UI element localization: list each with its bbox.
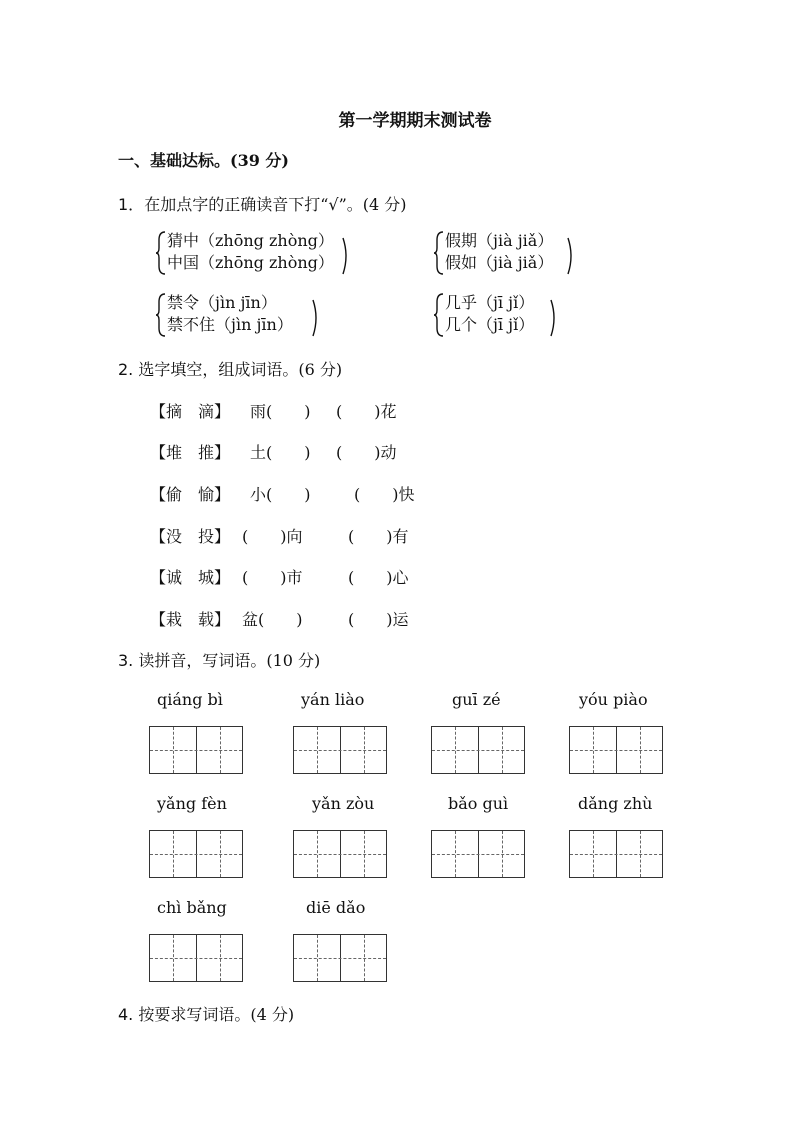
question-2 [118, 357, 342, 380]
writing-grid[interactable] [293, 934, 387, 982]
reading-item: 禁令（jìn jīn） [167, 293, 277, 312]
fill-blank[interactable]: 小( ) [250, 485, 311, 504]
fill-blank[interactable]: 雨( ) [250, 402, 311, 421]
right-paren-icon [341, 236, 351, 276]
writing-grid[interactable] [431, 830, 525, 878]
fill-blank[interactable]: ( )向 [242, 527, 303, 546]
fill-blank[interactable]: ( )花 [336, 402, 397, 421]
reading-item: 几个（jī jǐ） [445, 315, 535, 334]
fill-blank[interactable]: ( )市 [242, 568, 303, 587]
pinyin-label: qiáng bì [157, 690, 223, 709]
fill-row [150, 482, 415, 505]
pinyin-label: dǎng zhù [578, 794, 653, 813]
writing-grid[interactable] [569, 830, 663, 878]
question-1 [118, 192, 407, 215]
question-text: 选字填空，组成词语。(6 分) [138, 360, 343, 379]
reading-item: 猜中（zhōng zhòng） [167, 231, 334, 250]
writing-grid[interactable] [149, 726, 243, 774]
writing-grid[interactable] [149, 934, 243, 982]
fill-blank[interactable]: ( )有 [348, 527, 409, 546]
writing-grid[interactable] [431, 726, 525, 774]
right-paren-icon [311, 298, 321, 338]
writing-grid[interactable] [293, 726, 387, 774]
question-text: 在加点字的正确读音下打“√”。(4 分) [144, 195, 407, 214]
left-brace-icon [155, 230, 167, 276]
reading-item: 禁不住（jìn jīn） [167, 315, 293, 334]
right-paren-icon [549, 298, 559, 338]
question-text: 按要求写词语。(4 分) [138, 1005, 295, 1024]
fill-blank[interactable]: ( )快 [354, 485, 415, 504]
pinyin-label: diē dǎo [306, 898, 366, 917]
fill-blank[interactable]: ( )心 [348, 568, 409, 587]
pinyin-label: guī zé [452, 690, 501, 709]
pinyin-label: yán liào [301, 690, 365, 709]
fill-row [150, 440, 397, 463]
fill-blank[interactable]: 盆( ) [242, 610, 303, 629]
writing-grid[interactable] [569, 726, 663, 774]
fill-blank[interactable]: ( )动 [336, 443, 397, 462]
page-title: 第一学期期末测试卷 [338, 111, 492, 131]
pinyin-label: bǎo guì [448, 794, 509, 813]
question-text: 读拼音，写词语。(10 分) [138, 651, 321, 670]
reading-item: 假期（jià jiǎ） [445, 231, 554, 250]
question-3 [118, 648, 320, 671]
fill-blank[interactable]: 土( ) [250, 443, 311, 462]
question-4 [118, 1002, 294, 1025]
writing-grid[interactable] [149, 830, 243, 878]
pinyin-label: chì bǎng [157, 898, 227, 917]
choice-pair: 【摘 滴】 [150, 402, 231, 421]
choice-pair: 【没 投】 [150, 527, 231, 546]
choice-pair: 【诚 城】 [150, 568, 231, 587]
fill-row [150, 399, 397, 422]
question-number: 2. [118, 360, 134, 379]
writing-grid[interactable] [293, 830, 387, 878]
choice-pair: 【堆 推】 [150, 443, 231, 462]
fill-row [150, 607, 409, 630]
reading-item: 几乎（jī jǐ） [445, 293, 535, 312]
pinyin-label: yǎng fèn [157, 794, 227, 813]
section-heading: 一、基础达标。(39 分) [118, 151, 289, 170]
question-number: 4. [118, 1005, 134, 1024]
question-number: 3. [118, 651, 134, 670]
choice-pair: 【偷 愉】 [150, 485, 231, 504]
left-brace-icon [155, 292, 167, 338]
left-brace-icon [433, 292, 445, 338]
fill-row [150, 524, 409, 547]
fill-row [150, 565, 409, 588]
fill-blank[interactable]: ( )运 [348, 610, 409, 629]
pinyin-label: yóu piào [579, 690, 648, 709]
question-number: 1． [118, 195, 145, 214]
reading-item: 中国（zhōng zhòng） [167, 253, 334, 272]
choice-pair: 【栽 载】 [150, 610, 231, 629]
right-paren-icon [566, 236, 576, 276]
reading-item: 假如（jià jiǎ） [445, 253, 554, 272]
pinyin-label: yǎn zòu [312, 794, 375, 813]
left-brace-icon [433, 230, 445, 276]
